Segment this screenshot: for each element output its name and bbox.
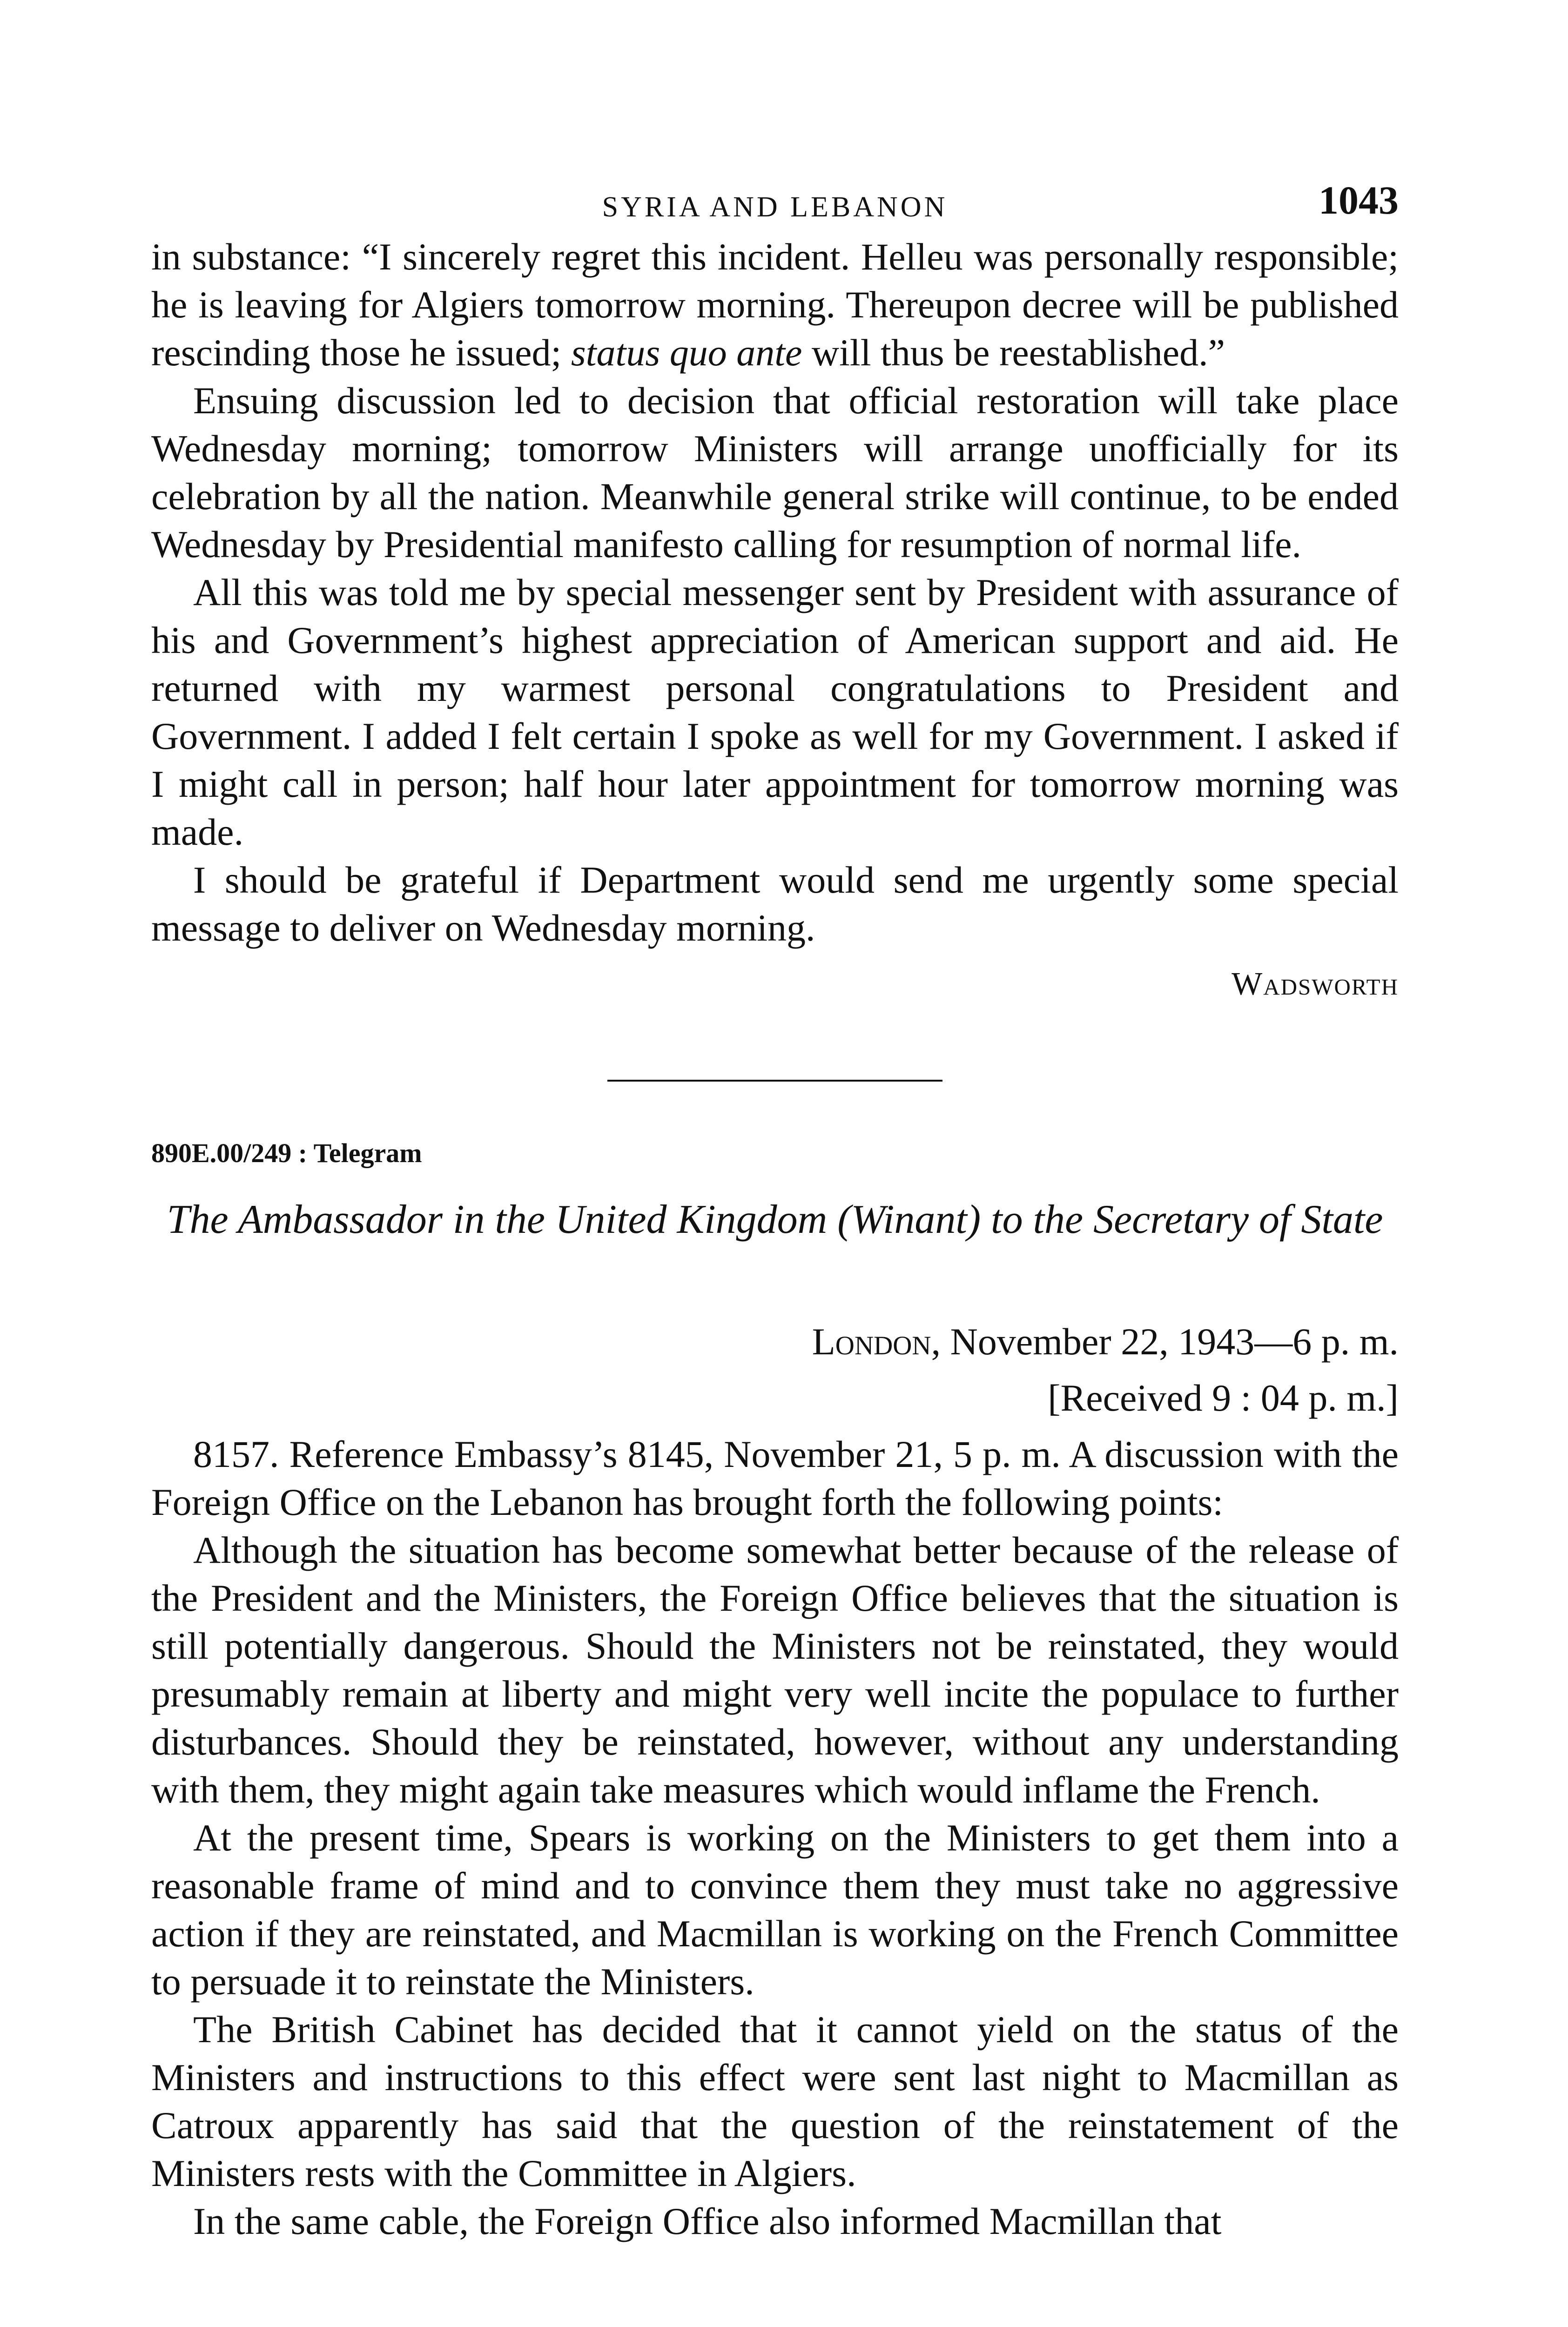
dateline-date: , November 22, 1943—6 p. m. (931, 1320, 1399, 1363)
telegram-1-paragraph-1 (151, 233, 1399, 377)
running-head-title: SYRIA AND LEBANON (602, 191, 948, 223)
page-number: 1043 (1319, 178, 1399, 222)
running-head (151, 177, 1399, 233)
telegram-1-paragraph-4: I should be grateful if Department would send me urgently some special message to deliver on Wednesday morning. (151, 859, 1399, 949)
latin-phrase: status quo ante (571, 331, 802, 374)
document-page (151, 177, 1399, 2245)
paragraph-text: will thus be reestablished.” (811, 331, 1225, 374)
dateline (151, 1318, 1399, 1365)
signature-wadsworth: Wadsworth (1232, 966, 1399, 1002)
document-title: The Ambassador in the United Kingdom (Winant) to the Secretary of State (167, 1197, 1383, 1242)
paragraph-text: in substance: “I sincerely regret this incident. Helleu was personally responsible; he is leaving for Algiers tomorrow morning. Thereupon decree will be published rescinding those he issued; (151, 235, 1399, 374)
dateline-place: London (812, 1320, 931, 1363)
telegram-2-paragraph-1: 8157. Reference Embassy’s 8145, November 21, 5 p. m. A discussion with the Foreign Office on the Lebanon has brought forth the following points: (151, 1433, 1399, 1523)
file-number: 890E.00/249 : Telegram (151, 1138, 422, 1168)
received-line: [Received 9 : 04 p. m.] (1048, 1377, 1399, 1419)
telegram-2-paragraph-5: In the same cable, the Foreign Office also informed Macmillan that (193, 2200, 1222, 2242)
telegram-2-paragraph-2: Although the situation has become somewhat better because of the release of the President and the Ministers, the Foreign Office believes that the situation is still potentially dangerous. Should the Ministers not be reinstated, they would presumably remain at liberty and might very well incite the populace to further disturbances. Should they be reinstated, however, without any understanding with them, they might again take measures which would inflame the French. (151, 1529, 1399, 1811)
telegram-2-paragraph-4: The British Cabinet has decided that it cannot yield on the status of the Ministers and instructions to this effect were sent last night to Macmillan as Catroux apparently has said that the question of the reinstatement of the Ministers rests with the Committee in Algiers. (151, 2008, 1399, 2194)
telegram-2-paragraph-3: At the present time, Spears is working on the Ministers to get them into a reasonable frame of mind and to convince them they must take no aggressive action if they are reinstated, and Macmillan is working on the French Committee to persuade it to reinstate the Ministers. (151, 1816, 1399, 2003)
telegram-1-paragraph-3: All this was told me by special messenger sent by President with assurance of his and Government’s highest appreciation of American support and aid. He returned with my warmest personal congratulations to President and Government. I added I felt certain I spoke as well for my Government. I asked if I might call in person; half hour later appointment for tomorrow morning was made. (151, 571, 1399, 853)
telegram-1-paragraph-2: Ensuing discussion led to decision that official restoration will take place Wednesday morning; tomorrow Ministers will arrange unofficially for its celebration by all the nation. Meanwhile general strike will continue, to be ended Wednesday by Presidential manifesto calling for resumption of normal life. (151, 379, 1399, 565)
section-divider (607, 1080, 942, 1082)
